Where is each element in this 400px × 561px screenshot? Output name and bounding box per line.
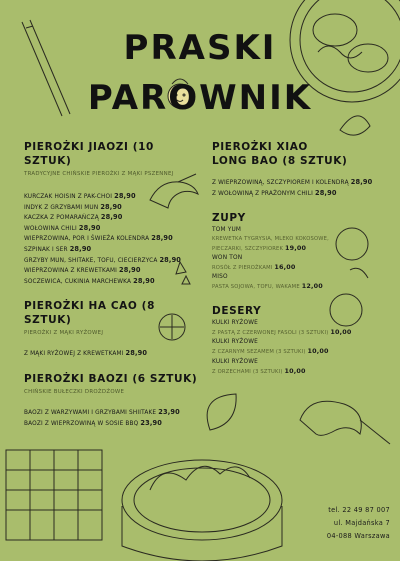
menu-item — [24, 203, 200, 214]
contact-info — [298, 504, 390, 543]
restaurant-name-line2: PAROWNIK — [87, 78, 313, 118]
item-price: 12,00 — [301, 282, 323, 291]
soup-description-line: ROSÓŁ Z PIEROŻKAMI — [212, 265, 273, 271]
item-name: BAOZI Z WIEPRZOWINĄ W SOSIE BBQ — [24, 420, 139, 427]
item-price: 28,90 — [100, 202, 122, 211]
soup-description-line2: PIECZARKI, SZCZYPIOREK — [212, 245, 284, 252]
menu-item — [212, 189, 384, 200]
menu-item — [24, 408, 200, 419]
item-name: Z MĄKI RYŻOWEJ Z KREWETKAMI — [24, 351, 124, 358]
item-name: Z WIEPRZOWINĄ, SZCZYPIOREM I KOLENDRĄ — [212, 180, 349, 186]
item-price: 28,90 — [69, 244, 92, 253]
right-column — [212, 140, 384, 376]
item-price: 19,00 — [284, 243, 307, 252]
large-shrimp-icon — [300, 401, 390, 444]
left-column — [24, 140, 200, 429]
section-zupy — [212, 211, 384, 292]
item-name: WIEPRZOWINA Z KREWETKAMI — [24, 268, 117, 275]
item-name: WIEPRZOWINA, POR I ŚWIEŻA KOLENDRA — [24, 236, 150, 243]
menu-item — [24, 256, 200, 267]
section-title-line1: PIEROŻKI XIAO — [212, 141, 308, 153]
phone-number[interactable]: tel. 22 49 87 007 — [328, 506, 390, 514]
item-name: SOCZEWICA, CUKINIA MARCHEWKA — [24, 278, 132, 285]
bamboo-steamer-icon — [122, 460, 282, 561]
menu-item — [24, 224, 200, 235]
section-subtitle: CHIŃSKIE BUŁECZKI DROŻDŻOWE — [24, 388, 125, 395]
soup-name: MISO — [212, 274, 228, 281]
dessert-name: KULKI RYŻOWE — [212, 339, 258, 346]
soup-description — [212, 263, 384, 272]
item-price: 28,90 — [159, 255, 182, 264]
soup-name: TOM YUM — [212, 227, 242, 234]
section-xiaolongbao — [212, 140, 384, 199]
section-title: DESERY — [212, 304, 262, 317]
soup-description — [212, 282, 384, 291]
item-price: 23,90 — [140, 418, 162, 427]
dessert-name: KULKI RYŻOWE — [212, 358, 258, 365]
section-title: PIEROŻKI JIAOZI (10 SZTUK) — [24, 141, 154, 167]
dessert-description-text: Z PASTĄ Z CZERWONEJ FASOLI (3 SZTUKI) — [212, 329, 329, 336]
dessert-name: KULKI RYŻOWE — [212, 319, 258, 326]
woven-basket-icon — [6, 450, 102, 540]
item-price: 10,00 — [284, 366, 306, 375]
item-name: KURCZAK HOISIN Z PAK-CHOI — [24, 194, 113, 200]
section-subtitle: TRADYCYJNE CHIŃSKIE PIEROŻKI Z MĄKI PSZENNEJ — [24, 171, 174, 177]
item-name: WOŁOWINA CHILI — [24, 225, 77, 232]
item-price: 10,00 — [330, 327, 352, 336]
street-address: ul. Majdańska 7 — [333, 519, 390, 527]
menu-item — [24, 192, 200, 203]
item-price: 28,90 — [78, 223, 101, 232]
soup-name: WON TON — [212, 255, 243, 261]
item-price: 28,90 — [151, 234, 173, 243]
menu-item — [24, 266, 200, 277]
item-name: BAOZI Z WARZYWAMI I GRZYBAMI SHIITAKE — [24, 409, 157, 416]
menu-item — [24, 277, 200, 288]
section-desery — [212, 304, 384, 376]
item-price: 28,90 — [114, 192, 136, 200]
section-title-line2: LONG BAO (8 SZTUK) — [212, 155, 348, 167]
dessert-description-text: Z CZARNYM SEZAMEM (3 SZTUKI) — [212, 349, 306, 356]
item-price: 28,90 — [118, 266, 141, 275]
soup-description-line: PASTA SOJOWA, TOFU, WAKAME — [212, 284, 300, 291]
item-price: 10,00 — [307, 347, 329, 356]
menu-item — [24, 234, 200, 245]
section-subtitle: PIEROŻKI Z MĄKI RYŻOWEJ — [24, 330, 104, 337]
menu-item — [24, 349, 200, 360]
dessert-description — [212, 328, 384, 337]
item-price: 28,90 — [133, 276, 155, 285]
city-address: 04-088 Warszawa — [326, 532, 390, 540]
menu-item — [24, 213, 200, 224]
item-price: 28,90 — [100, 213, 123, 222]
item-price: 28,90 — [314, 188, 337, 197]
section-jiaozi — [24, 140, 200, 287]
section-title: PIEROŻKI HA CAO (8 SZTUK) — [24, 300, 155, 327]
dessert-description — [212, 367, 384, 376]
soup-description — [212, 244, 384, 253]
item-name: KACZKA Z POMARAŃCZĄ — [24, 215, 99, 222]
section-hacao — [24, 299, 200, 360]
soup-description: KREWETKA TYGRYSIA, MLEKO KOKOSOWE, — [212, 236, 329, 243]
item-price: 16,00 — [274, 263, 296, 271]
item-name: SZPINAK I SER — [24, 246, 68, 253]
menu-item — [212, 178, 384, 189]
dessert-description — [212, 347, 384, 356]
item-price: 28,90 — [350, 178, 373, 186]
section-baozi — [24, 372, 200, 429]
dessert-description-text: Z ORZECHAMI (3 SZTUKI) — [212, 368, 283, 375]
item-name: GRZYBY MUN, SHITAKE, TOFU, CIECIERZYCA — [24, 257, 158, 264]
item-name: INDYK Z GRZYBAMI MUN — [24, 204, 99, 211]
item-price: 23,90 — [158, 407, 180, 416]
section-title: ZUPY — [212, 212, 246, 225]
item-name: Z WOŁOWINĄ Z PRAŻONYM CHILI — [212, 190, 313, 197]
item-price: 28,90 — [125, 349, 148, 358]
restaurant-name-line1: PRASKI — [123, 28, 277, 68]
menu-item — [24, 245, 200, 256]
menu-item — [24, 419, 200, 430]
section-title: PIEROŻKI BAOZI (6 SZTUK) — [24, 372, 198, 385]
